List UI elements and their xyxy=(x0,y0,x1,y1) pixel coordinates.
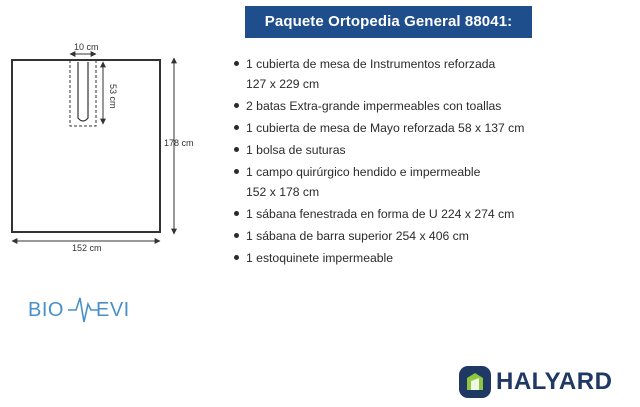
item-text: 2 batas Extra-grande impermeables con toallas xyxy=(246,99,502,113)
list-item xyxy=(234,247,564,269)
bullet-icon xyxy=(234,125,239,130)
list-item xyxy=(234,139,564,161)
halyard-logo xyxy=(458,365,630,399)
item-text: 1 bolsa de suturas xyxy=(246,143,346,157)
drape-outline xyxy=(12,60,160,232)
biozevi-logo xyxy=(28,290,138,326)
list-item xyxy=(234,161,564,203)
list-item xyxy=(234,203,564,225)
bullet-icon xyxy=(234,103,239,108)
item-text: 1 sábana de barra superior 254 x 406 cm xyxy=(246,229,469,243)
width-label: 152 cm xyxy=(72,243,102,253)
list-item xyxy=(234,117,564,139)
item-text: 1 estoquinete impermeable xyxy=(246,251,394,265)
slit-length-label: 53 cm xyxy=(108,84,118,109)
package-title: Paquete Ortopedia General 88041: xyxy=(245,6,532,38)
bullet-icon xyxy=(234,255,239,260)
item-subtext: 152 x 178 cm xyxy=(246,185,320,199)
bullet-icon xyxy=(234,169,239,174)
height-label: 178 cm xyxy=(164,138,194,148)
item-text: 1 campo quirúrgico hendido e impermeable xyxy=(246,165,481,179)
svg-text:BIO: BIO xyxy=(28,299,64,321)
slit-inner xyxy=(78,62,88,121)
bullet-icon xyxy=(234,233,239,238)
slit-outline xyxy=(70,60,96,126)
halyard-wordmark: HALYARD xyxy=(496,368,613,395)
bullet-icon xyxy=(234,211,239,216)
item-subtext: 127 x 229 cm xyxy=(246,77,320,91)
halyard-shield-icon xyxy=(458,365,492,399)
drape-diagram xyxy=(0,0,220,270)
slit-width-label: 10 cm xyxy=(74,42,99,52)
bullet-icon xyxy=(234,61,239,66)
list-item xyxy=(234,53,564,95)
list-item xyxy=(234,225,564,247)
item-text: 1 sábana fenestrada en forma de U 224 x 274 cm xyxy=(246,207,515,221)
bullet-icon xyxy=(234,147,239,152)
item-text: 1 cubierta de mesa de Mayo reforzada 58 x 137 cm xyxy=(246,121,525,135)
package-contents-list xyxy=(234,53,564,269)
list-item xyxy=(234,95,564,117)
item-text: 1 cubierta de mesa de Instrumentos reforzada xyxy=(246,57,496,71)
svg-text:EVI: EVI xyxy=(96,299,130,321)
